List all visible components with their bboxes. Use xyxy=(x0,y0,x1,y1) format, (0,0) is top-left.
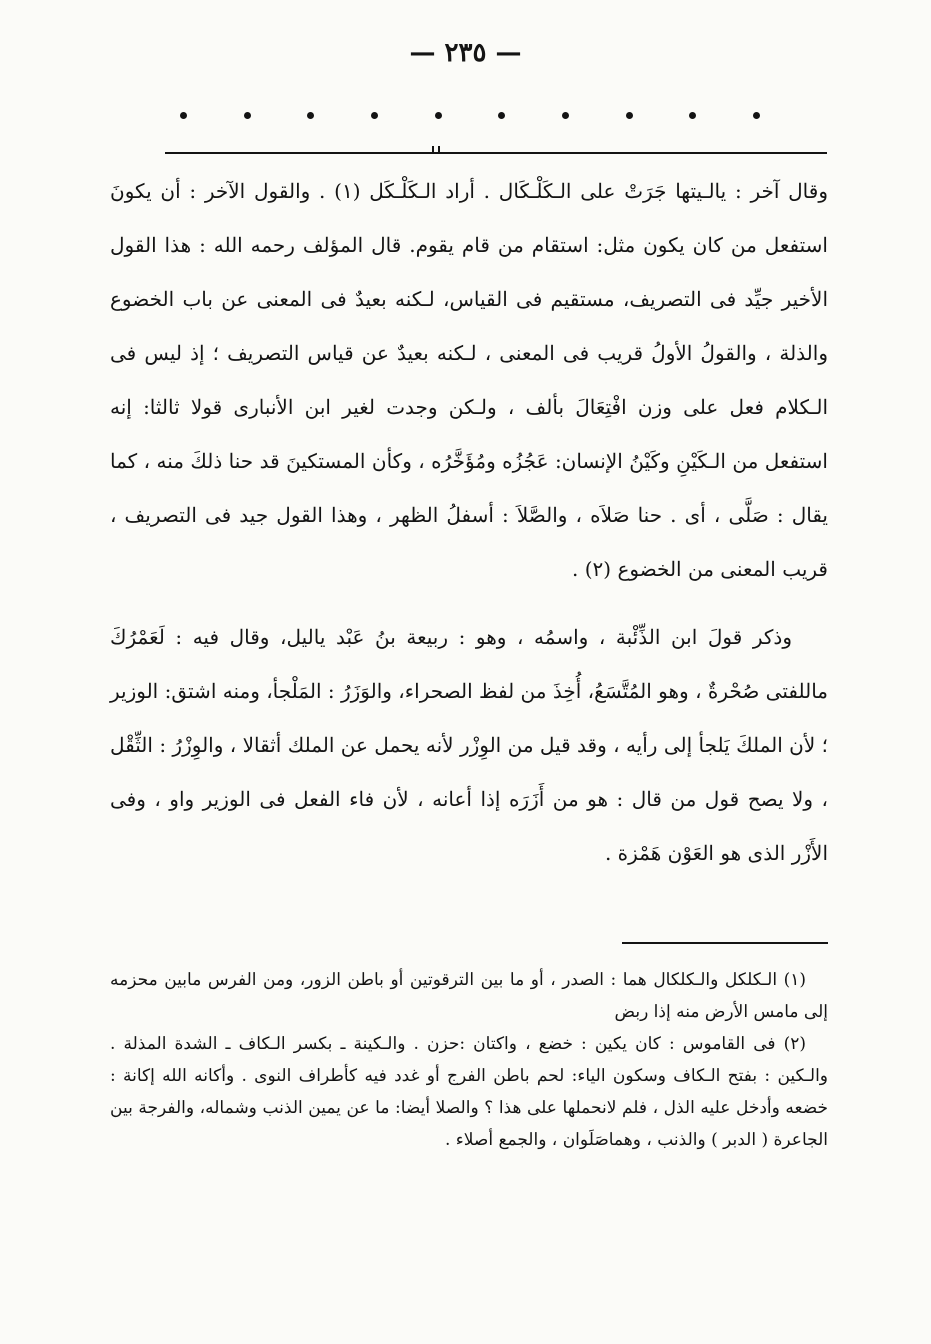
footnote-separator xyxy=(622,942,828,944)
footnotes xyxy=(110,964,828,1156)
footnote-1: (١) الـكلكل والـكلكال هما : الصدر ، أو ما بين الترقوتين أو باطن الزور، ومن الفرس مابين محزمه إلى مامس الأرض منه إذا ربض xyxy=(110,970,828,1022)
ornament-dot xyxy=(435,112,442,119)
ornament-dot xyxy=(562,112,569,119)
ornament-dot xyxy=(753,112,760,119)
ornament-dot xyxy=(180,112,187,119)
ornament-dot xyxy=(244,112,251,119)
header-rule-notch xyxy=(432,146,440,154)
ornament-dot xyxy=(307,112,314,119)
ornament-dot xyxy=(498,112,505,119)
header-rule xyxy=(165,152,827,154)
page-number: — ٢٣٥ — xyxy=(409,38,522,68)
ornament-dot xyxy=(371,112,378,119)
body-paragraph: وذكر قولَ ابن الذِّئْبة ، واسمُه ، وهو : ربيعة بنُ عَبْد ياليل، وقال فيه : لَعَمْرُكَ ماللفتى صُحْرةٌ ، وهو المُتَّسَعُ، أُخِذَ من لفظ الصحراء، والوَزَرُ : المَلْجأ، ومنه اشتق: الوزير ؛ لأن الملكَ يَلجأ إلى رأيه ، وقد قيل من الوِزْر لأنه يحمل عن الملك أثقالا ، والوِزْرُ : الثِّقْل ، ولا يصح قول من قال : هو من أَزَرَه إذا أعانه ، لأن فاء الفعل فى الوزير واو ، وفى الأَزْر الذى هو العَوْن هَمْزة . xyxy=(110,625,828,865)
footnote-2: (٢) فى القاموس : كان يكين : خضع ، واكتان :حزن . والـكينة ـ بكسر الـكاف ـ الشدة المذلة . والـكين : بفتح الـكاف وسكون الياء: لحم باطن الفرج أو غدد فيه كأطراف النوى . وأكانه الله إكانة : خضعه وأدخل عليه الذل ، فلم لانحملها على هذا ؟ والصلا أيضا: ما عن يمين الذنب وشماله، والفرجة بين الجاعرة ( الدبر ) والذنب ، وهماصَلَوان ، والجمع أصلاء . xyxy=(110,1034,828,1150)
main-text xyxy=(110,164,828,880)
body-paragraph: وقال آخر : يالـيتها جَرَتْ على الـكَلْـكَال . أراد الـكَلْـكَل (١) . والقول الآخر : أن يكونَ استفعل من كان يكون مثل: استقام من قام يقوم. قال المؤلف رحمه الله : هذا القول الأخير جيِّد فى التصريف، مستقيم فى القياس، لـكنه بعيدٌ فى المعنى عن باب الخضوع والذلة ، والقولُ الأولُ قريب فى المعنى ، لـكنه بعيدٌ عن قياس التصريف ؛ إذ ليس فى الـكلام فعل على وزن افْتِعَالَ بألف ، ولـكن وجدت لغير ابن الأنبارى قولا ثالثا: إنه استفعل من الـكَيْنِ وكَيْنُ الإنسان: عَجُزُه ومُؤَخَّرُه ، وكأن المستكينَ قد حنا ذلكَ منه ، كما يقال : صَلَّى ، أى . حنا صَلاَه ، والصَّلاَ : أسفلُ الظهر ، وهذا القول جيد فى التصريف ، قريب المعنى من الخضوع (٢) . xyxy=(110,179,829,581)
ornament-dot xyxy=(626,112,633,119)
ornament-dot xyxy=(689,112,696,119)
header-ornament xyxy=(180,112,760,119)
